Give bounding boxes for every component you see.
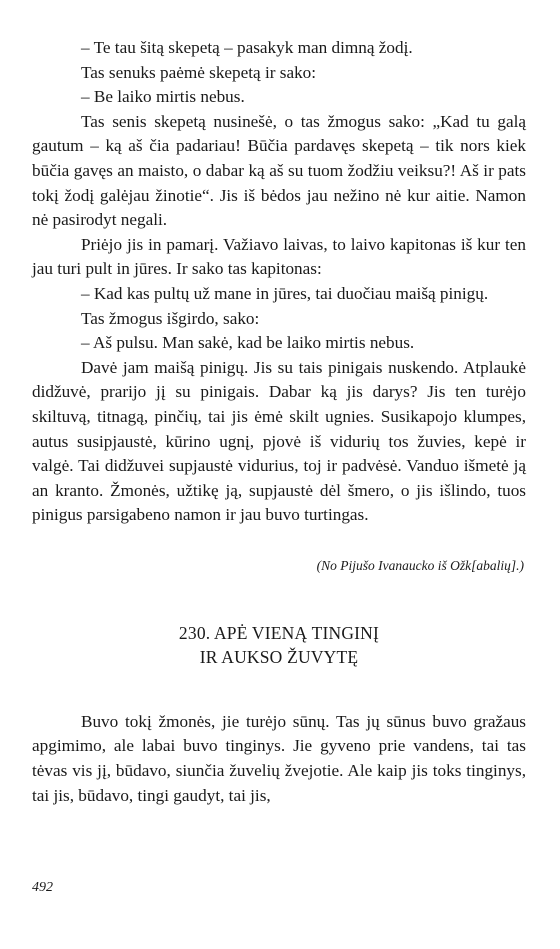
narrative-paragraph: Davė jam maišą pinigų. Jis su tais pinigais nuskendo. Atplaukė didžuvė, prarijo jį su pinigais. Dabar ką jis darys? Jis ten turėjo skiltuvą, titnagą, pinčių, tai jis ėmė skilt ugnies. Susikapojo klumpes, autus susipjaustė, kūrino ugnį, pjovė iš vidurių tos žuvies, kepė ir valgė. Tai didžuvei supjaustė vidurius, toj ir padvėsė. Vanduo išmetė ją an kranto. Žmonės, užtikę ją, supjaustė dėl šmero, o jis išlindo, tuos pinigus parsigabeno namon ir jau buvo turtingas. [32, 357, 526, 525]
dialogue-line: – Be laiko mirtis nebus. [81, 87, 245, 107]
narrative-paragraph: Tas senis skepetą nusinešė, o tas žmogus sako: „Kad tu galą gautum – ką aš čia padariau! Būčia pardavęs skepetą – tik nors kiek būčia gavęs an maisto, o dabar ką aš su tuom žodžiu veiksu?! Aš ir pats tokį žodį galėjau žinotie“. Jis iš bėdos jau nežino nė kur aitie. Namon nė pasirodyt negali. [32, 111, 526, 230]
story-heading-line-2: IR AUKSO ŽUVYTĘ [199, 646, 359, 667]
book-page [32, 36, 526, 808]
narrative-paragraph: Buvo tokį žmonės, jie turėjo sūnų. Tas jų sūnus buvo gražaus apgimimo, ale labai buvo tinginys. Jie gyveno prie vandens, tai tas tėvas vis jį, būdavo, siunčia žuvelių žvejotie. Ale kaip jis toks tinginys, tai jis, būdavo, tingi gaudyt, tai jis, [32, 711, 526, 805]
page-number: 492 [32, 880, 53, 895]
dialogue-line: – Kad kas pultų už mane in jūres, tai duočiau maišą pinigų. [81, 283, 489, 303]
source-note: (No Pijušo Ivanaucko iš Ožk[abalių].) [316, 557, 524, 573]
narrative-line: Tas senuks paėmė skepetą ir sako: [81, 62, 317, 82]
narrative-paragraph: Priėjo jis in pamarį. Važiavo laivas, to laivo kapitonas iš kur ten jau turi pult in jūres. Ir sako tas kapitonas: [32, 234, 526, 279]
dialogue-line: – Te tau šitą skepetą – pasakyk man dimną žodį. [81, 38, 413, 57]
story-heading [32, 621, 526, 669]
narrative-line: Tas žmogus išgirdo, sako: [81, 308, 260, 328]
story-heading-line-1: 230. APĖ VIENĄ TINGINĮ [178, 622, 380, 643]
dialogue-line: – Aš pulsu. Man sakė, kad be laiko mirtis nebus. [81, 333, 415, 353]
